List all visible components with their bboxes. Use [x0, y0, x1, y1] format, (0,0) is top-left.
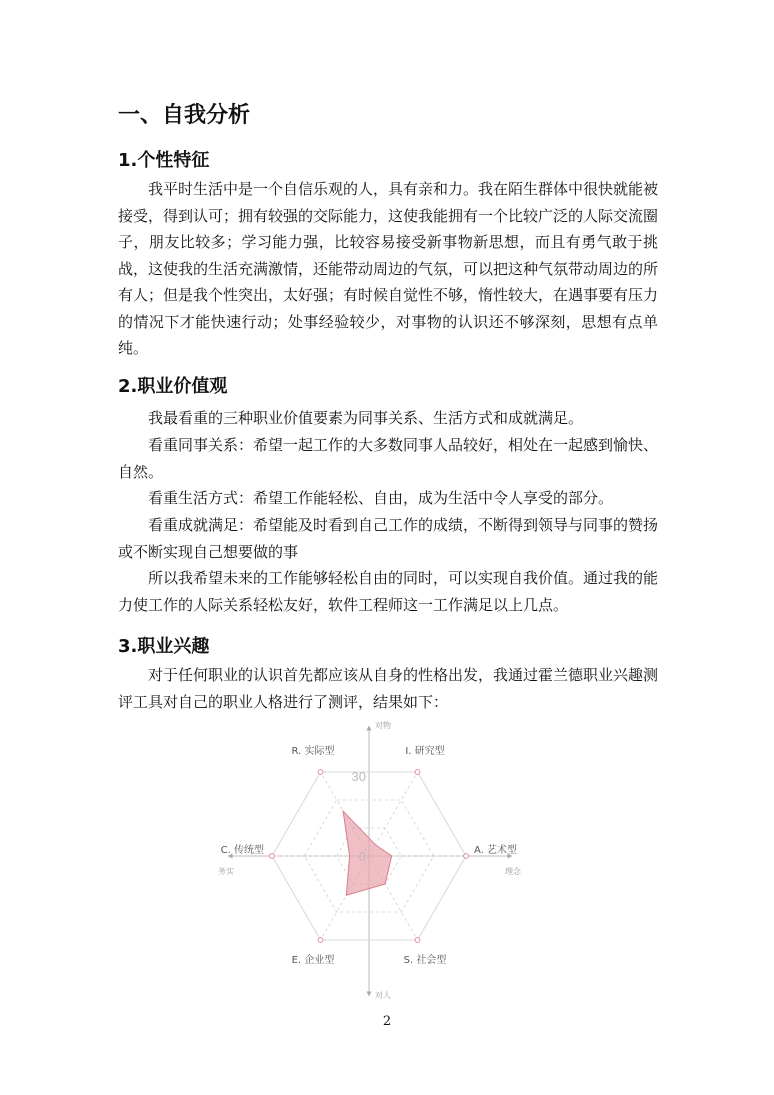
paragraph-values-4: 看重成就满足：希望能及时看到自己工作的成绩，不断得到领导与同事的赞扬或不断实现自己想要做的事: [118, 516, 659, 561]
heading-personality: 1.个性特征: [118, 150, 210, 171]
vertex-dot-1: [415, 770, 420, 775]
tick-label-max: 30: [351, 769, 366, 784]
category-label-1: I. 研究型: [405, 746, 445, 757]
data-area: [343, 811, 392, 895]
vertex-dot-4: [318, 938, 323, 943]
heading-interest: 3.职业兴趣: [118, 636, 210, 657]
paragraph-values-1: 我最看重的三种职业价值要素为同事关系、生活方式和成就满足。: [148, 409, 584, 427]
vertex-dot-0: [318, 770, 323, 775]
paragraph-values-5: 所以我希望未来的工作能够轻松自由的同时，可以实现自我价值。通过我的能力使工作的人际关系轻松友好，软件工程师这一工作满足以上几点。: [118, 569, 659, 614]
dimension-label-bottom: 对人: [375, 991, 391, 1000]
heading-values: 2.职业价值观: [118, 376, 228, 397]
holland-radar-chart: [198, 718, 550, 1008]
dimension-label-top: 对物: [375, 721, 391, 730]
category-label-3: S. 社会型: [403, 955, 447, 966]
page-number: 2: [382, 1014, 392, 1029]
category-label-2: A. 艺术型: [474, 845, 518, 856]
category-label-4: E. 企业型: [291, 955, 335, 966]
vertex-dot-5: [270, 854, 275, 859]
paragraph-values-2: 看重同事关系：希望一起工作的大多数同事人品较好，相处在一起感到愉快、自然。: [118, 436, 659, 481]
paragraph-interest: 对于任何职业的认识首先都应该从自身的性格出发，我通过霍兰德职业兴趣测评工具对自己的职业人格进行了测评，结果如下：: [118, 666, 659, 711]
dimension-label-right: 理念: [505, 867, 521, 876]
paragraph-personality: 我平时生活中是一个自信乐观的人，具有亲和力。我在陌生群体中很快就能被接受，得到认可；拥有较强的交际能力，这使我能拥有一个比较广泛的人际交流圈子，朋友比较多；学习能力强，比较容易接受新事物新思想，而且有勇气敢于挑战，这使我的生活充满激情，还能带动周边的气氛，可以把这种气氛带动周边的所有人；但是我个性突出，太好强；有时候自觉性不够，惰性较大，在遇事要有压力的情况下才能快速行动；处事经验较少，对事物的认识还不够深刻，思想有点单纯。: [118, 180, 659, 357]
dimension-label-left: 务实: [218, 867, 234, 876]
category-label-5: C. 传统型: [220, 845, 264, 856]
category-label-0: R. 实际型: [291, 746, 335, 757]
vertex-dot-3: [415, 938, 420, 943]
tick-label-min: 0: [358, 849, 366, 864]
vertex-dot-2: [464, 854, 469, 859]
spoke-1: [369, 772, 418, 856]
paragraph-values-3: 看重生活方式：希望工作能轻松、自由，成为生活中令人享受的部分。: [148, 489, 614, 507]
section-title: 一、自我分析: [118, 103, 251, 128]
